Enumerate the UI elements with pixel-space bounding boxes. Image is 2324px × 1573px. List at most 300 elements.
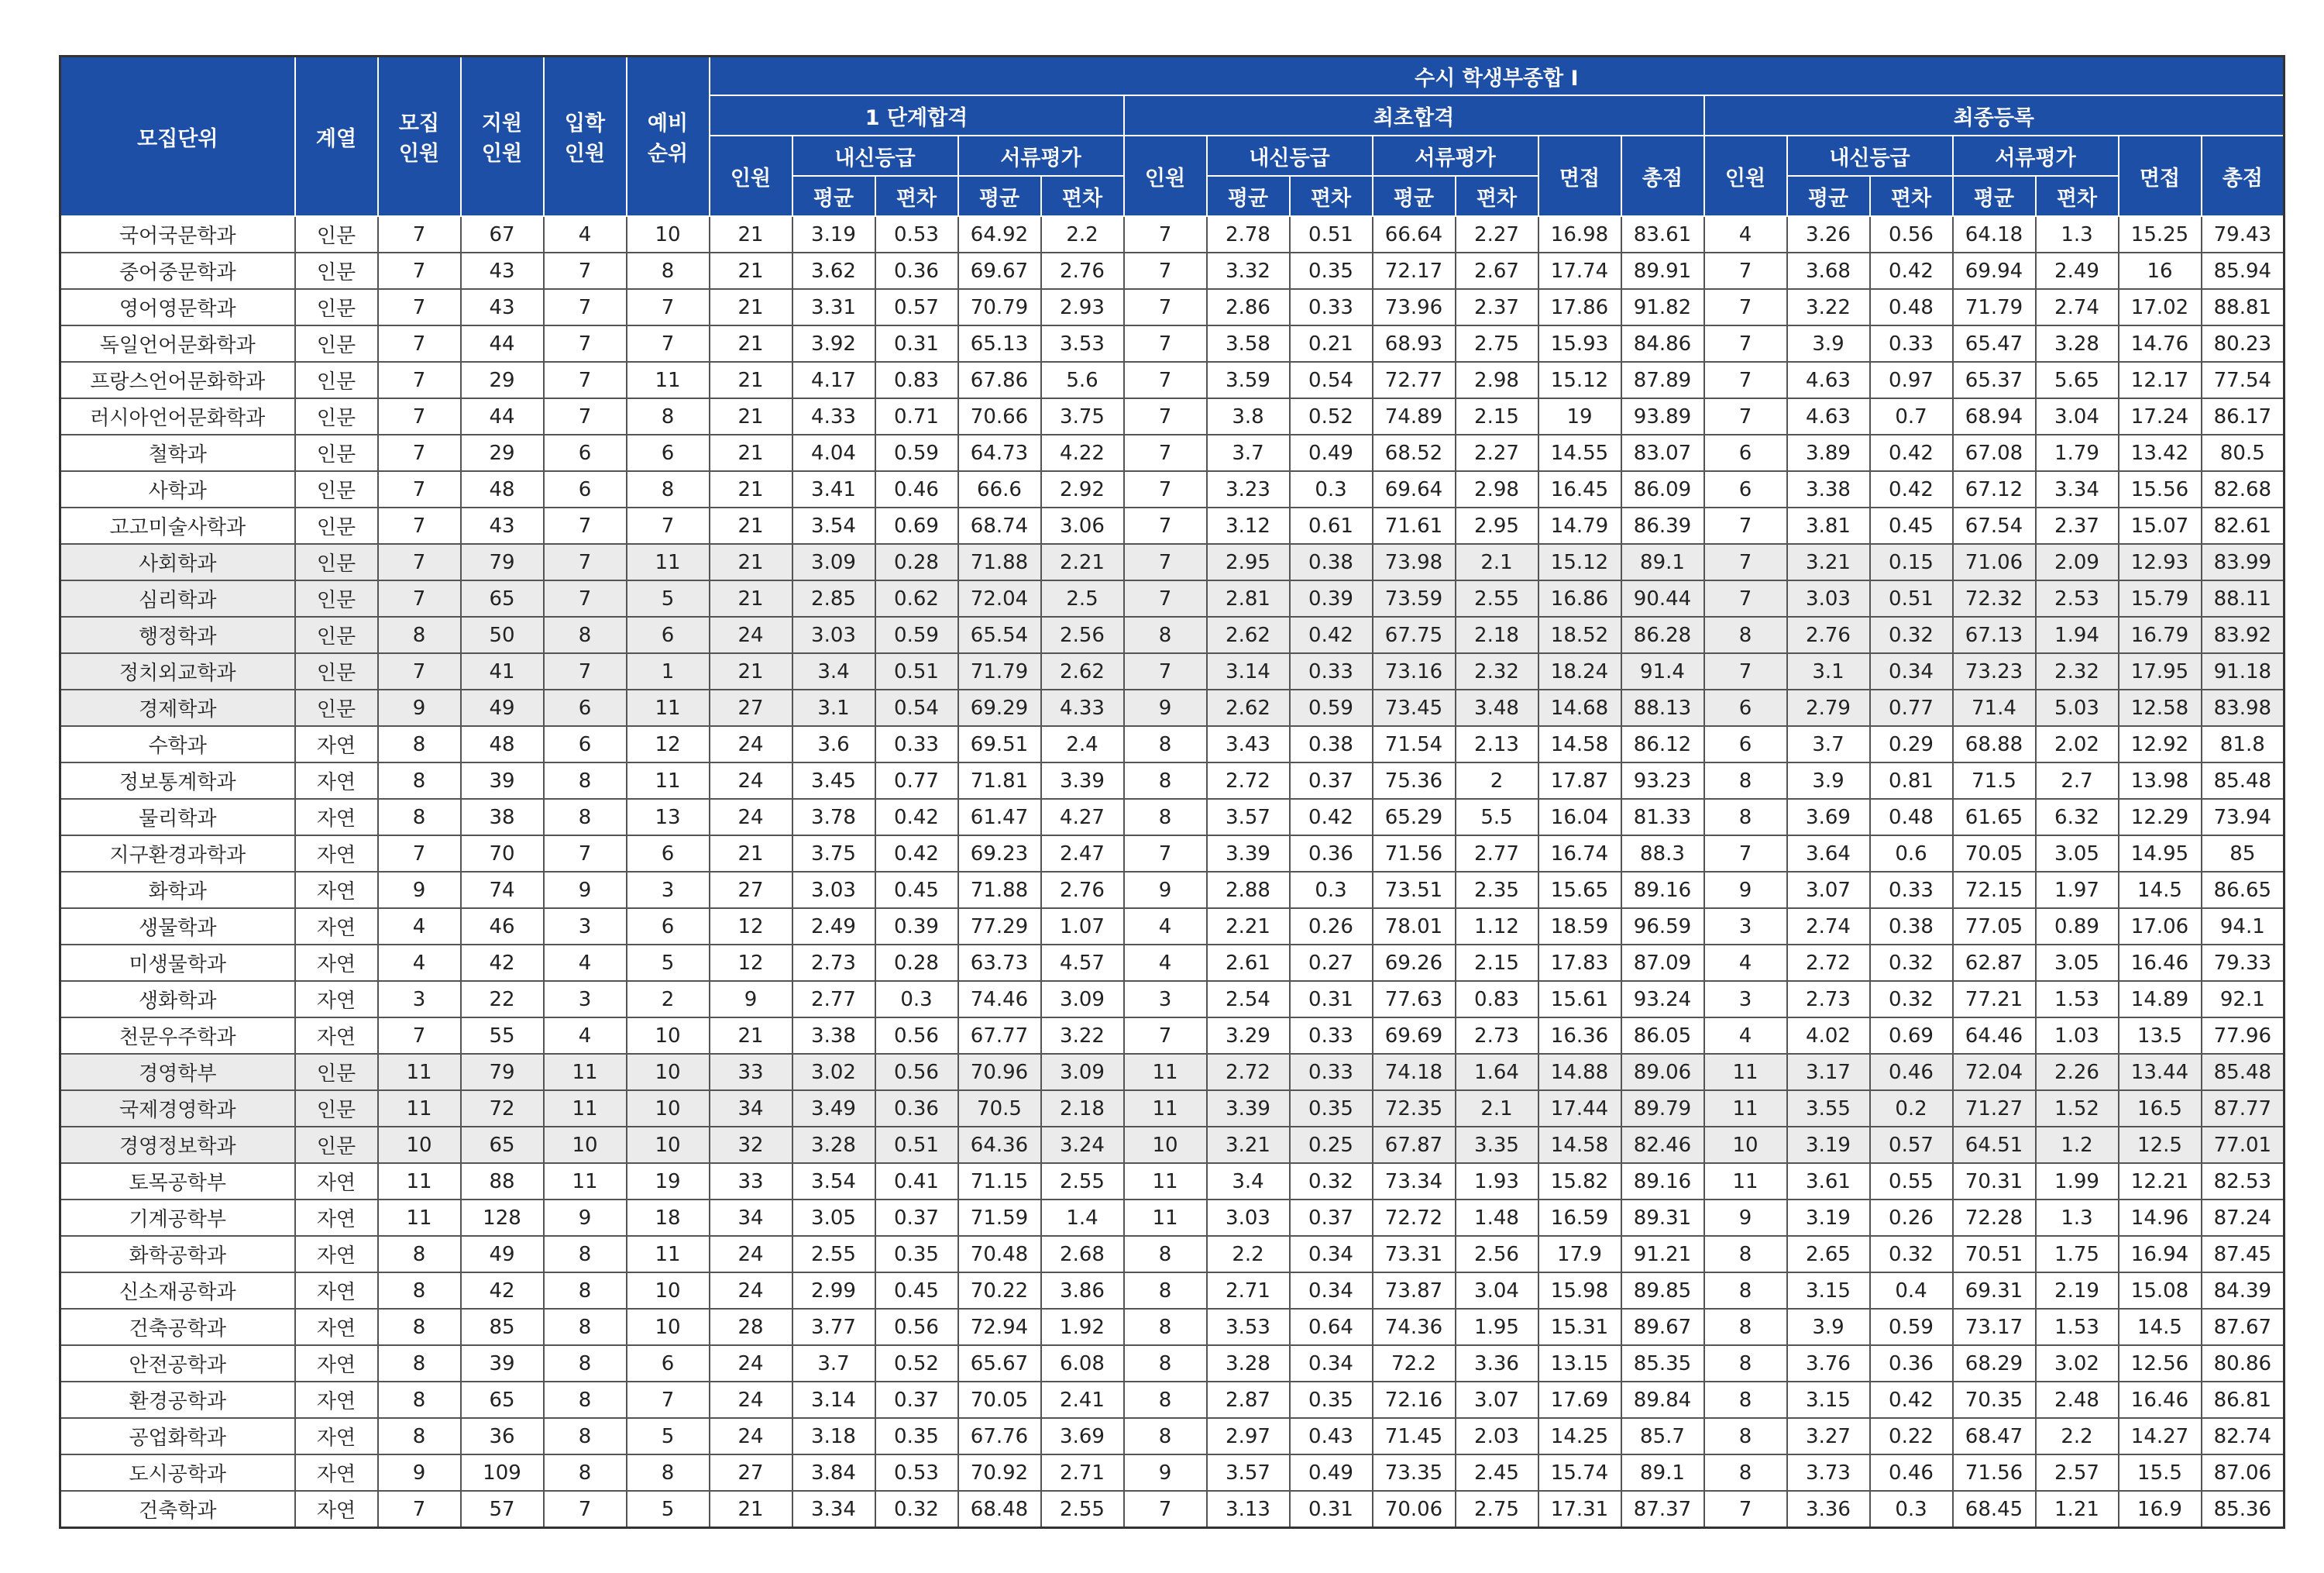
- cell-value: 19: [1538, 398, 1621, 435]
- cell-unit: 화학공학과: [60, 1236, 295, 1272]
- cell-value: 6: [627, 435, 710, 471]
- cell-value: 7: [378, 835, 461, 872]
- cell-value: 7: [544, 1491, 627, 1528]
- cell-value: 109: [461, 1454, 544, 1491]
- cell-value: 3.75: [792, 835, 875, 872]
- cell-value: 3: [544, 908, 627, 945]
- cell-value: 4.33: [1041, 690, 1124, 726]
- table-row: [60, 945, 2284, 981]
- cell-value: 15.07: [2119, 508, 2202, 544]
- cell-value: 71.79: [1953, 289, 2036, 325]
- cell-value: 2.09: [2036, 544, 2119, 580]
- cell-value: 39: [461, 762, 544, 799]
- cell-value: 0.39: [875, 908, 958, 945]
- cell-value: 3.43: [1207, 726, 1290, 762]
- cell-value: 6.32: [2036, 799, 2119, 835]
- cell-value: 2.76: [1787, 617, 1870, 653]
- cell-value: 86.05: [1621, 1017, 1704, 1054]
- table-row: [60, 471, 2284, 508]
- cell-value: 3.39: [1041, 762, 1124, 799]
- cell-value: 8: [1704, 1418, 1787, 1454]
- cell-field: 인문: [295, 690, 378, 726]
- cell-value: 0.37: [875, 1382, 958, 1418]
- cell-field: 인문: [295, 471, 378, 508]
- cell-value: 70.31: [1953, 1163, 2036, 1200]
- cell-value: 3.07: [1787, 872, 1870, 908]
- cell-value: 9: [1704, 1200, 1787, 1236]
- cell-value: 73.17: [1953, 1309, 2036, 1345]
- cell-field: 자연: [295, 1491, 378, 1528]
- cell-value: 16.98: [1538, 216, 1621, 253]
- cell-value: 7: [1124, 1491, 1207, 1528]
- cell-value: 14.5: [2119, 1309, 2202, 1345]
- cell-unit: 프랑스언어문화학과: [60, 362, 295, 398]
- cell-value: 2: [1456, 762, 1538, 799]
- cell-value: 8: [1124, 1382, 1207, 1418]
- table-row: [60, 835, 2284, 872]
- cell-field: 인문: [295, 544, 378, 580]
- header-dev: 편차: [1870, 176, 1953, 216]
- cell-value: 67.75: [1373, 617, 1456, 653]
- cell-value: 17.86: [1538, 289, 1621, 325]
- cell-value: 3.68: [1787, 253, 1870, 289]
- cell-value: 16: [2119, 253, 2202, 289]
- table-row: [60, 1054, 2284, 1090]
- cell-value: 0.42: [1870, 253, 1953, 289]
- cell-value: 16.79: [2119, 617, 2202, 653]
- cell-unit: 철학과: [60, 435, 295, 471]
- cell-value: 2.72: [1207, 762, 1290, 799]
- table-row: [60, 1200, 2284, 1236]
- cell-value: 70.06: [1373, 1491, 1456, 1528]
- cell-value: 5.6: [1041, 362, 1124, 398]
- cell-value: 64.73: [958, 435, 1041, 471]
- cell-value: 2.74: [1787, 908, 1870, 945]
- cell-value: 11: [378, 1163, 461, 1200]
- cell-value: 89.16: [1621, 872, 1704, 908]
- cell-field: 자연: [295, 872, 378, 908]
- cell-value: 1.93: [1456, 1163, 1538, 1200]
- cell-value: 0.36: [875, 1090, 958, 1127]
- cell-value: 83.07: [1621, 435, 1704, 471]
- cell-unit: 경영학부: [60, 1054, 295, 1090]
- cell-field: 인문: [295, 289, 378, 325]
- cell-value: 91.82: [1621, 289, 1704, 325]
- cell-value: 66.6: [958, 471, 1041, 508]
- cell-value: 55: [461, 1017, 544, 1054]
- cell-value: 65: [461, 1382, 544, 1418]
- cell-value: 70.51: [1953, 1236, 2036, 1272]
- header-field: 계열: [295, 57, 378, 217]
- cell-value: 28: [710, 1309, 792, 1345]
- cell-value: 7: [1704, 835, 1787, 872]
- cell-value: 3.75: [1041, 398, 1124, 435]
- cell-value: 73.98: [1373, 544, 1456, 580]
- cell-value: 80.86: [2202, 1345, 2284, 1382]
- cell-value: 3.02: [792, 1054, 875, 1090]
- cell-value: 8: [378, 1236, 461, 1272]
- cell-value: 10: [1704, 1127, 1787, 1163]
- cell-value: 10: [544, 1127, 627, 1163]
- cell-value: 70.05: [1953, 835, 2036, 872]
- cell-value: 2.97: [1207, 1418, 1290, 1454]
- cell-value: 8: [378, 726, 461, 762]
- cell-value: 2.27: [1456, 435, 1538, 471]
- cell-value: 3.1: [792, 690, 875, 726]
- cell-value: 0.33: [1870, 872, 1953, 908]
- cell-value: 3: [1124, 981, 1207, 1017]
- cell-value: 64.92: [958, 216, 1041, 253]
- cell-value: 87.09: [1621, 945, 1704, 981]
- cell-value: 2.55: [1041, 1163, 1124, 1200]
- cell-value: 2.18: [1041, 1090, 1124, 1127]
- header-final-gpa: 내신등급: [1787, 136, 1953, 176]
- cell-value: 0.31: [1290, 1491, 1373, 1528]
- cell-value: 15.08: [2119, 1272, 2202, 1309]
- cell-value: 8: [627, 253, 710, 289]
- cell-value: 16.46: [2119, 945, 2202, 981]
- admission-results-table: [59, 55, 2285, 1529]
- cell-value: 2.81: [1207, 580, 1290, 617]
- header-group-title: 수시 학생부종합 I: [710, 57, 2284, 96]
- cell-value: 2.75: [1456, 1491, 1538, 1528]
- cell-value: 9: [544, 1200, 627, 1236]
- cell-value: 4.27: [1041, 799, 1124, 835]
- cell-value: 0.51: [875, 653, 958, 690]
- cell-value: 7: [378, 580, 461, 617]
- cell-unit: 신소재공학과: [60, 1272, 295, 1309]
- cell-field: 인문: [295, 435, 378, 471]
- cell-value: 77.01: [2202, 1127, 2284, 1163]
- cell-value: 65.37: [1953, 362, 2036, 398]
- cell-value: 11: [1704, 1090, 1787, 1127]
- cell-value: 67.13: [1953, 617, 2036, 653]
- cell-value: 73.87: [1373, 1272, 1456, 1309]
- cell-value: 8: [1124, 1272, 1207, 1309]
- cell-value: 2.85: [792, 580, 875, 617]
- cell-value: 2.53: [2036, 580, 2119, 617]
- cell-value: 7: [544, 253, 627, 289]
- cell-value: 91.18: [2202, 653, 2284, 690]
- cell-value: 71.06: [1953, 544, 2036, 580]
- cell-value: 85.94: [2202, 253, 2284, 289]
- cell-value: 3.15: [1787, 1382, 1870, 1418]
- cell-value: 10: [627, 1272, 710, 1309]
- cell-value: 4: [378, 945, 461, 981]
- cell-field: 인문: [295, 617, 378, 653]
- cell-value: 3.07: [1456, 1382, 1538, 1418]
- cell-value: 73.45: [1373, 690, 1456, 726]
- cell-value: 68.45: [1953, 1491, 2036, 1528]
- cell-value: 1.92: [1041, 1309, 1124, 1345]
- cell-value: 82.61: [2202, 508, 2284, 544]
- cell-value: 68.48: [958, 1491, 1041, 1528]
- cell-value: 2.93: [1041, 289, 1124, 325]
- cell-value: 11: [378, 1090, 461, 1127]
- cell-value: 10: [627, 1090, 710, 1127]
- cell-value: 8: [1704, 1236, 1787, 1272]
- cell-value: 7: [1124, 362, 1207, 398]
- table-row: [60, 216, 2284, 253]
- cell-value: 14.58: [1538, 1127, 1621, 1163]
- cell-value: 0.37: [1290, 1200, 1373, 1236]
- cell-value: 3.39: [1207, 1090, 1290, 1127]
- cell-value: 71.54: [1373, 726, 1456, 762]
- cell-value: 57: [461, 1491, 544, 1528]
- cell-value: 77.54: [2202, 362, 2284, 398]
- cell-value: 8: [544, 1382, 627, 1418]
- cell-value: 24: [710, 1382, 792, 1418]
- header-initial-total: 총점: [1621, 136, 1704, 216]
- cell-value: 0.25: [1290, 1127, 1373, 1163]
- cell-value: 15.65: [1538, 872, 1621, 908]
- cell-value: 4.17: [792, 362, 875, 398]
- cell-value: 3.54: [792, 1163, 875, 1200]
- cell-value: 73.94: [2202, 799, 2284, 835]
- cell-value: 17.02: [2119, 289, 2202, 325]
- cell-field: 자연: [295, 945, 378, 981]
- cell-unit: 국어국문학과: [60, 216, 295, 253]
- cell-value: 17.31: [1538, 1491, 1621, 1528]
- cell-value: 15.12: [1538, 362, 1621, 398]
- cell-value: 71.4: [1953, 690, 2036, 726]
- table-row: [60, 398, 2284, 435]
- cell-value: 0.45: [1870, 508, 1953, 544]
- cell-value: 1.07: [1041, 908, 1124, 945]
- cell-value: 3.35: [1456, 1127, 1538, 1163]
- cell-value: 11: [378, 1200, 461, 1236]
- cell-value: 3: [378, 981, 461, 1017]
- cell-value: 77.29: [958, 908, 1041, 945]
- cell-value: 0.59: [1870, 1309, 1953, 1345]
- cell-value: 1.94: [2036, 617, 2119, 653]
- cell-value: 67.08: [1953, 435, 2036, 471]
- cell-value: 18.52: [1538, 617, 1621, 653]
- cell-value: 7: [544, 580, 627, 617]
- cell-value: 7: [627, 508, 710, 544]
- cell-value: 7: [1124, 653, 1207, 690]
- header-initial-gpa: 내신등급: [1207, 136, 1373, 176]
- cell-value: 16.9: [2119, 1491, 2202, 1528]
- cell-value: 71.59: [958, 1200, 1041, 1236]
- cell-value: 21: [710, 253, 792, 289]
- cell-value: 73.34: [1373, 1163, 1456, 1200]
- cell-value: 8: [1124, 726, 1207, 762]
- cell-value: 88.11: [2202, 580, 2284, 617]
- cell-value: 67.87: [1373, 1127, 1456, 1163]
- cell-value: 2.95: [1207, 544, 1290, 580]
- cell-value: 0.56: [875, 1017, 958, 1054]
- cell-value: 3.58: [1207, 325, 1290, 362]
- cell-value: 0.46: [1870, 1054, 1953, 1090]
- cell-value: 11: [627, 1236, 710, 1272]
- cell-value: 8: [378, 1418, 461, 1454]
- cell-value: 16.46: [2119, 1382, 2202, 1418]
- cell-value: 3.27: [1787, 1418, 1870, 1454]
- table-row: [60, 762, 2284, 799]
- cell-value: 8: [544, 1454, 627, 1491]
- cell-value: 24: [710, 1345, 792, 1382]
- cell-value: 12.56: [2119, 1345, 2202, 1382]
- cell-unit: 중어중문학과: [60, 253, 295, 289]
- cell-value: 7: [1704, 544, 1787, 580]
- cell-value: 72.94: [958, 1309, 1041, 1345]
- cell-unit: 환경공학과: [60, 1382, 295, 1418]
- cell-value: 8: [544, 799, 627, 835]
- cell-value: 3.09: [1041, 1054, 1124, 1090]
- cell-value: 73.35: [1373, 1454, 1456, 1491]
- cell-value: 2.88: [1207, 872, 1290, 908]
- cell-value: 5: [627, 1418, 710, 1454]
- cell-value: 21: [710, 216, 792, 253]
- cell-value: 3.28: [792, 1127, 875, 1163]
- cell-value: 0.32: [1870, 945, 1953, 981]
- cell-value: 2.1: [1456, 544, 1538, 580]
- cell-value: 24: [710, 1418, 792, 1454]
- cell-value: 81.8: [2202, 726, 2284, 762]
- cell-value: 70.48: [958, 1236, 1041, 1272]
- cell-value: 9: [1124, 690, 1207, 726]
- cell-value: 68.88: [1953, 726, 2036, 762]
- cell-value: 128: [461, 1200, 544, 1236]
- cell-value: 12.93: [2119, 544, 2202, 580]
- cell-value: 91.21: [1621, 1236, 1704, 1272]
- cell-value: 12.29: [2119, 799, 2202, 835]
- cell-unit: 심리학과: [60, 580, 295, 617]
- cell-value: 2.49: [2036, 253, 2119, 289]
- cell-value: 8: [1704, 762, 1787, 799]
- cell-value: 0.32: [875, 1491, 958, 1528]
- header-stage1: 1 단계합격: [710, 95, 1124, 136]
- cell-value: 2.15: [1456, 945, 1538, 981]
- cell-value: 4: [544, 1017, 627, 1054]
- cell-field: 인문: [295, 580, 378, 617]
- cell-unit: 수학과: [60, 726, 295, 762]
- cell-value: 42: [461, 1272, 544, 1309]
- cell-value: 72.28: [1953, 1200, 2036, 1236]
- cell-unit: 정보통계학과: [60, 762, 295, 799]
- cell-value: 18: [627, 1200, 710, 1236]
- cell-value: 44: [461, 325, 544, 362]
- cell-value: 77.63: [1373, 981, 1456, 1017]
- cell-value: 0.7: [1870, 398, 1953, 435]
- cell-unit: 토목공학부: [60, 1163, 295, 1200]
- cell-value: 0.53: [875, 216, 958, 253]
- cell-value: 8: [627, 471, 710, 508]
- cell-value: 7: [378, 1491, 461, 1528]
- header-dev: 편차: [2036, 176, 2119, 216]
- cell-value: 1.3: [2036, 216, 2119, 253]
- cell-value: 71.45: [1373, 1418, 1456, 1454]
- cell-value: 2.21: [1041, 544, 1124, 580]
- cell-value: 3.05: [2036, 835, 2119, 872]
- cell-value: 0.6: [1870, 835, 1953, 872]
- cell-value: 3.04: [2036, 398, 2119, 435]
- cell-field: 자연: [295, 1418, 378, 1454]
- cell-value: 0.97: [1870, 362, 1953, 398]
- cell-value: 3.31: [792, 289, 875, 325]
- cell-value: 67.76: [958, 1418, 1041, 1454]
- header-recruit: 모집 인원: [378, 57, 461, 217]
- cell-value: 4: [1704, 216, 1787, 253]
- cell-value: 8: [544, 1309, 627, 1345]
- cell-value: 7: [544, 289, 627, 325]
- cell-value: 71.15: [958, 1163, 1041, 1200]
- cell-value: 14.55: [1538, 435, 1621, 471]
- cell-unit: 국제경영학과: [60, 1090, 295, 1127]
- cell-value: 3.04: [1456, 1272, 1538, 1309]
- cell-value: 21: [710, 471, 792, 508]
- cell-value: 3.32: [1207, 253, 1290, 289]
- cell-value: 7: [378, 1017, 461, 1054]
- cell-value: 0.48: [1870, 799, 1953, 835]
- cell-value: 1.97: [2036, 872, 2119, 908]
- cell-value: 1.03: [2036, 1017, 2119, 1054]
- cell-value: 16.36: [1538, 1017, 1621, 1054]
- cell-value: 8: [1704, 1382, 1787, 1418]
- cell-value: 8: [544, 617, 627, 653]
- cell-field: 자연: [295, 1382, 378, 1418]
- cell-value: 0.56: [875, 1054, 958, 1090]
- cell-value: 3.26: [1787, 216, 1870, 253]
- cell-value: 27: [710, 1454, 792, 1491]
- cell-value: 10: [1124, 1127, 1207, 1163]
- cell-value: 15.93: [1538, 325, 1621, 362]
- cell-value: 0.57: [875, 289, 958, 325]
- cell-value: 0.51: [875, 1127, 958, 1163]
- cell-unit: 건축공학과: [60, 1309, 295, 1345]
- cell-value: 85.36: [2202, 1491, 2284, 1528]
- cell-value: 19: [627, 1163, 710, 1200]
- cell-value: 0.21: [1290, 325, 1373, 362]
- cell-value: 39: [461, 1345, 544, 1382]
- cell-value: 88.81: [2202, 289, 2284, 325]
- cell-value: 5: [627, 945, 710, 981]
- cell-value: 7: [627, 1382, 710, 1418]
- cell-value: 0.32: [1870, 617, 1953, 653]
- cell-value: 9: [1704, 872, 1787, 908]
- cell-value: 3.03: [1787, 580, 1870, 617]
- cell-value: 2.49: [792, 908, 875, 945]
- cell-value: 0.51: [1870, 580, 1953, 617]
- cell-value: 24: [710, 617, 792, 653]
- cell-field: 인문: [295, 362, 378, 398]
- cell-value: 9: [544, 872, 627, 908]
- cell-value: 6: [1704, 690, 1787, 726]
- cell-value: 7: [378, 362, 461, 398]
- cell-value: 74.18: [1373, 1054, 1456, 1090]
- cell-value: 2.98: [1456, 471, 1538, 508]
- cell-value: 82.46: [1621, 1127, 1704, 1163]
- cell-value: 3.22: [1787, 289, 1870, 325]
- cell-value: 17.9: [1538, 1236, 1621, 1272]
- cell-value: 0.4: [1870, 1272, 1953, 1309]
- cell-value: 4.33: [792, 398, 875, 435]
- cell-value: 9: [378, 872, 461, 908]
- cell-value: 3: [1704, 981, 1787, 1017]
- cell-value: 3.57: [1207, 1454, 1290, 1491]
- cell-value: 15.25: [2119, 216, 2202, 253]
- cell-value: 7: [378, 508, 461, 544]
- cell-field: 자연: [295, 762, 378, 799]
- cell-value: 0.35: [1290, 253, 1373, 289]
- cell-field: 인문: [295, 1127, 378, 1163]
- cell-value: 0.26: [1870, 1200, 1953, 1236]
- cell-field: 인문: [295, 1090, 378, 1127]
- cell-value: 0.59: [875, 435, 958, 471]
- cell-value: 0.77: [875, 762, 958, 799]
- cell-value: 7: [544, 325, 627, 362]
